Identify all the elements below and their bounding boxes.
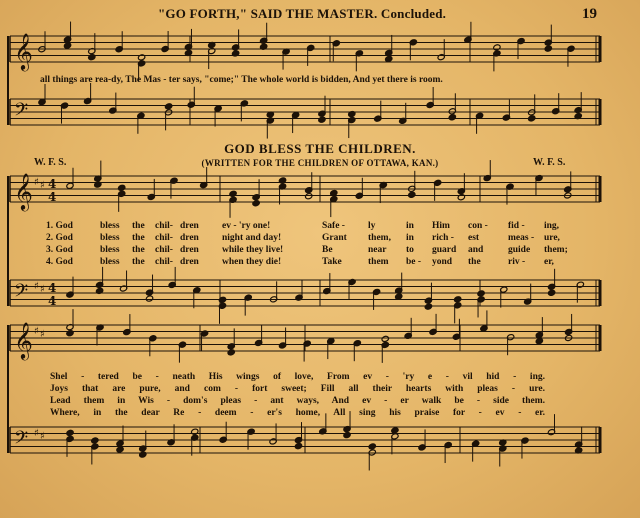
verse-word: dren	[180, 245, 199, 255]
verse-word: ure,	[544, 233, 560, 243]
verse-line: Shel - tered be - neath His wings of love, From ev - 'ry e - vil hid - ing.	[50, 372, 545, 382]
note-head	[88, 54, 96, 61]
note-head	[118, 184, 126, 191]
verse-word: ing,	[544, 221, 560, 231]
note-head	[493, 44, 501, 51]
verse-word: 1. God	[46, 221, 73, 231]
bass-clef-icon: 𝄢	[14, 281, 29, 306]
verse-word: in	[406, 221, 414, 231]
sharp-icon: ♯	[34, 177, 39, 188]
time-signature-top: 4	[48, 177, 57, 191]
hymn2-title: GOD BLESS THE CHILDREN.	[224, 141, 416, 156]
verse-word: night and day!	[222, 233, 282, 243]
verse-word: the	[132, 221, 145, 231]
verse-word: ly	[368, 221, 376, 231]
verse-word: yond	[432, 257, 453, 267]
sharp-icon: ♯	[34, 281, 39, 292]
note-head	[548, 289, 556, 296]
verse-word: the	[132, 245, 145, 255]
sharp-icon: ♯	[40, 284, 45, 295]
time-signature-top: 4	[48, 281, 57, 295]
verse-word: bless	[100, 245, 120, 255]
sharp-icon: ♯	[34, 326, 39, 337]
treble-clef-icon: 𝄞	[14, 321, 33, 359]
note-head	[424, 303, 432, 310]
verse-word: Be	[322, 245, 333, 255]
verse-word: Him	[432, 221, 450, 231]
treble-clef-icon: 𝄞	[14, 172, 33, 210]
verse-word: Safe -	[322, 221, 345, 231]
verse-word: bless	[100, 257, 120, 267]
verse-line: Lead them in Wis - dom's pleas - ant ways, And ev - er walk be - side them.	[50, 396, 545, 406]
note-head	[294, 443, 302, 450]
note-head	[66, 429, 74, 436]
verse-word: near	[368, 245, 387, 255]
verse-word: the	[132, 257, 145, 267]
verse-word: est	[468, 233, 480, 243]
treble-clef-icon: 𝄞	[14, 32, 33, 70]
verse-word: dren	[180, 257, 199, 267]
note-head	[252, 200, 260, 207]
note-head	[457, 194, 465, 201]
note-head	[63, 42, 71, 49]
note-head	[116, 446, 124, 453]
verse-word: er,	[544, 257, 554, 267]
verse-line: Joys that are pure, and com - fort sweet; Fill all their hearts with pleas - ure.	[50, 384, 545, 394]
verse-word: while they live!	[222, 245, 284, 255]
verse-word: 4. God	[46, 257, 73, 267]
verse-word: and	[468, 245, 484, 255]
hymn2-dedication: (WRITTEN FOR THE CHILDREN OF OTTAWA, KAN.)	[201, 158, 439, 168]
note-head	[544, 45, 552, 52]
note-head	[448, 114, 456, 121]
note-head	[145, 295, 153, 302]
note-head	[191, 428, 199, 435]
verse-word: when they die!	[222, 257, 282, 267]
verse-word: Take	[322, 257, 342, 267]
sharp-icon: ♯	[40, 329, 45, 340]
note-head	[477, 290, 485, 297]
note-head	[165, 103, 173, 110]
note-head	[368, 443, 376, 450]
bass-clef-icon: 𝄢	[14, 100, 29, 125]
verse-word: guide	[508, 245, 531, 255]
verse-word: them;	[544, 245, 568, 255]
note-head	[528, 115, 536, 122]
verse-word: bless	[100, 221, 120, 231]
note-head	[343, 432, 351, 439]
hymn1-title: "GO FORTH," SAID THE MASTER.	[158, 6, 378, 21]
note-head	[381, 335, 389, 342]
note-head	[535, 338, 543, 345]
note-head	[66, 330, 74, 337]
verse-word: bless	[100, 233, 120, 243]
verse-word: the	[468, 257, 481, 267]
time-signature-bottom: 4	[48, 190, 57, 204]
note-head	[138, 54, 146, 61]
note-head	[305, 193, 313, 200]
time-signature-bottom: 4	[48, 294, 57, 308]
verse-word: chil-	[155, 245, 173, 255]
verse-word: them	[368, 257, 389, 267]
verse-word: meas -	[508, 233, 535, 243]
sharp-icon: ♯	[40, 431, 45, 442]
note-head	[454, 296, 462, 303]
bass-clef-icon: 𝄢	[14, 428, 29, 453]
page-number: 19	[582, 6, 597, 22]
verse-word: rich -	[432, 233, 454, 243]
note-head	[91, 437, 99, 444]
verse-word: guard	[432, 245, 457, 255]
note-head	[318, 116, 326, 123]
verse-word: chil-	[155, 257, 173, 267]
verse-word: chil-	[155, 221, 173, 231]
verse-word: riv -	[508, 257, 526, 267]
note-head	[229, 190, 237, 197]
verse-word: con -	[468, 221, 488, 231]
verse-word: in	[406, 233, 414, 243]
hymn2-author-right: W. F. S.	[533, 157, 566, 168]
verse-word: be -	[406, 257, 422, 267]
verse-word: ev - 'ry one!	[222, 221, 271, 231]
verse-word: to	[406, 245, 414, 255]
verse-word: 2. God	[46, 233, 73, 243]
verse-word: them,	[368, 233, 391, 243]
verse-word: dren	[180, 221, 199, 231]
note-head	[391, 427, 399, 434]
sharp-icon: ♯	[34, 428, 39, 439]
verse-word: chil-	[155, 233, 173, 243]
note-head	[227, 349, 235, 356]
verse-word: Grant	[322, 233, 347, 243]
note-head	[385, 55, 393, 62]
note-head	[408, 191, 416, 198]
verse-line: Where, in the dear Re - deem - er's home, All sing his praise for - ev - er.	[50, 408, 545, 418]
hymn2-author-left: W. F. S.	[34, 157, 67, 168]
hymn1-subtitle: Concluded.	[380, 6, 447, 21]
verse-word: fid -	[508, 221, 525, 231]
sharp-icon: ♯	[40, 180, 45, 191]
verse-word: dren	[180, 233, 199, 243]
verse-word: 3. God	[46, 245, 73, 255]
note-head	[139, 451, 147, 458]
verse-word: the	[132, 233, 145, 243]
hymn1-lyric-line: all things are rea-dy, The Mas - ter says, "come;" The whole world is bidden, And yet there is room.	[40, 75, 443, 85]
